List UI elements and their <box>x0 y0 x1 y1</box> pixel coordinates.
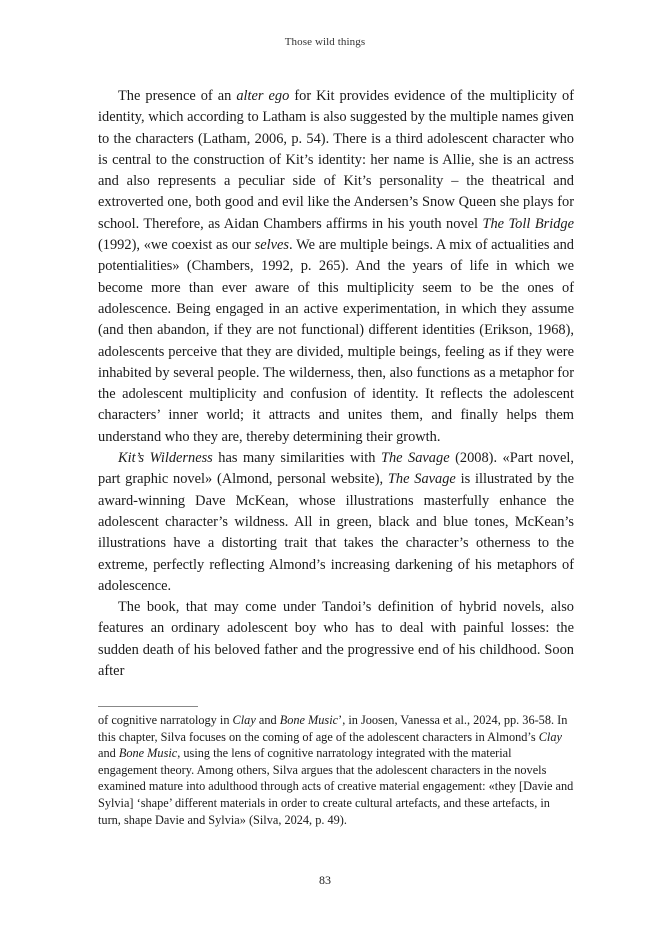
italic-text-run: The Savage <box>387 471 456 488</box>
text-run: (2008). «Part novel, part graphic novel» (Almond, personal website), <box>98 450 574 488</box>
paragraph <box>98 86 574 448</box>
italic-text-run: Clay <box>232 713 256 727</box>
text-run: and <box>255 713 280 727</box>
body-text <box>98 86 574 682</box>
text-run: (1992), «we coexist as our <box>98 237 255 254</box>
footnote-separator <box>98 706 198 707</box>
italic-text-run: Clay <box>538 729 562 744</box>
italic-text-run: alter ego <box>236 88 290 104</box>
text-run: and <box>98 746 119 761</box>
italic-text-run: Bone Music <box>279 713 339 727</box>
paragraph <box>98 597 574 682</box>
text-run: of cognitive narratology in <box>98 713 233 727</box>
text-run: The book, that may come under Tandoi’s definition of hybrid novels, also features an ordinary adolescent boy who has to deal with painful losses: the sudden death of his beloved father and the progressive end of his childhood. Soon after <box>98 599 574 680</box>
text-run: , using the lens of cognitive narratology integrated with the material engagement theory. Among others, Silva argues that the adolescent characters in the novels examined mature into adulthood through acts of creative material engagement: «they [Davie and Sylvia] ‘shape’ different materials in order to create cultural artefacts, and these artefacts, in turn, shape Davie and Sylvia» (Silva, 2024, p. 49). <box>98 746 574 827</box>
italic-text-run: The Savage <box>380 450 450 467</box>
page-number: 83 <box>319 873 331 887</box>
text-run: The presence of an <box>118 88 237 104</box>
running-head: Those wild things <box>284 36 366 48</box>
text-run: ’, in Joosen, Vanessa et al., 2024, pp. 36-58. In this chapter, Silva focuses on the coming of age of the adolescent characters in Almond’s <box>98 713 568 744</box>
italic-text-run: Bone Music <box>118 746 178 761</box>
text-run: has many similarities with <box>212 450 381 467</box>
paragraph <box>98 448 574 597</box>
footnote-text <box>98 712 574 828</box>
italic-text-run: Kit’s Wilderness <box>118 450 213 467</box>
italic-text-run: The Toll Bridge <box>482 215 574 232</box>
italic-text-run: selves <box>254 237 290 254</box>
text-run: is illustrated by the award-winning Dave McKean, whose illustrations masterfully enhance the adolescent character’s wildness. All in green, black and blue tones, McKean’s illustrations have a distorting trait that takes the character’s otherness to the extreme, perfectly reflecting Almond’s increasing darkening of his metaphors of adolescence. <box>98 471 574 594</box>
text-run: . We are multiple beings. A mix of actualities and potentialities» (Chambers, 1992, p. 265). And the years of life in which we become more than ever aware of this multiplicity seem to be the ones of adolescence. Being engaged in an active experimentation, in which they assume (and then abandon, if they are not functional) different identities (Erikson, 1968), adolescents perceive that they are divided, multiple beings, feeling as if they were inhabited by several people. The wilderness, then, also functions as a metaphor for the adolescent multiplicity and confusion of identity. It reflects the adolescent characters’ inner world; it attracts and unites them, and finally helps them understand who they are, thereby determining their growth. <box>98 237 575 445</box>
text-run: for Kit provides evidence of the multiplicity of identity, which according to Latham is also suggested by the multiple names given to the characters (Latham, 2006, p. 54). There is a third adolescent character who is central to the construction of Kit’s identity: her name is Allie, she is an actress and also represents a peculiar side of Kit’s personality – the theatrical and extroverted one, both good and evil like the Andersen’s Snow Queen she plays for school. Therefore, as Aidan Chambers affirms in his youth novel <box>98 88 575 232</box>
footnote <box>98 712 574 828</box>
